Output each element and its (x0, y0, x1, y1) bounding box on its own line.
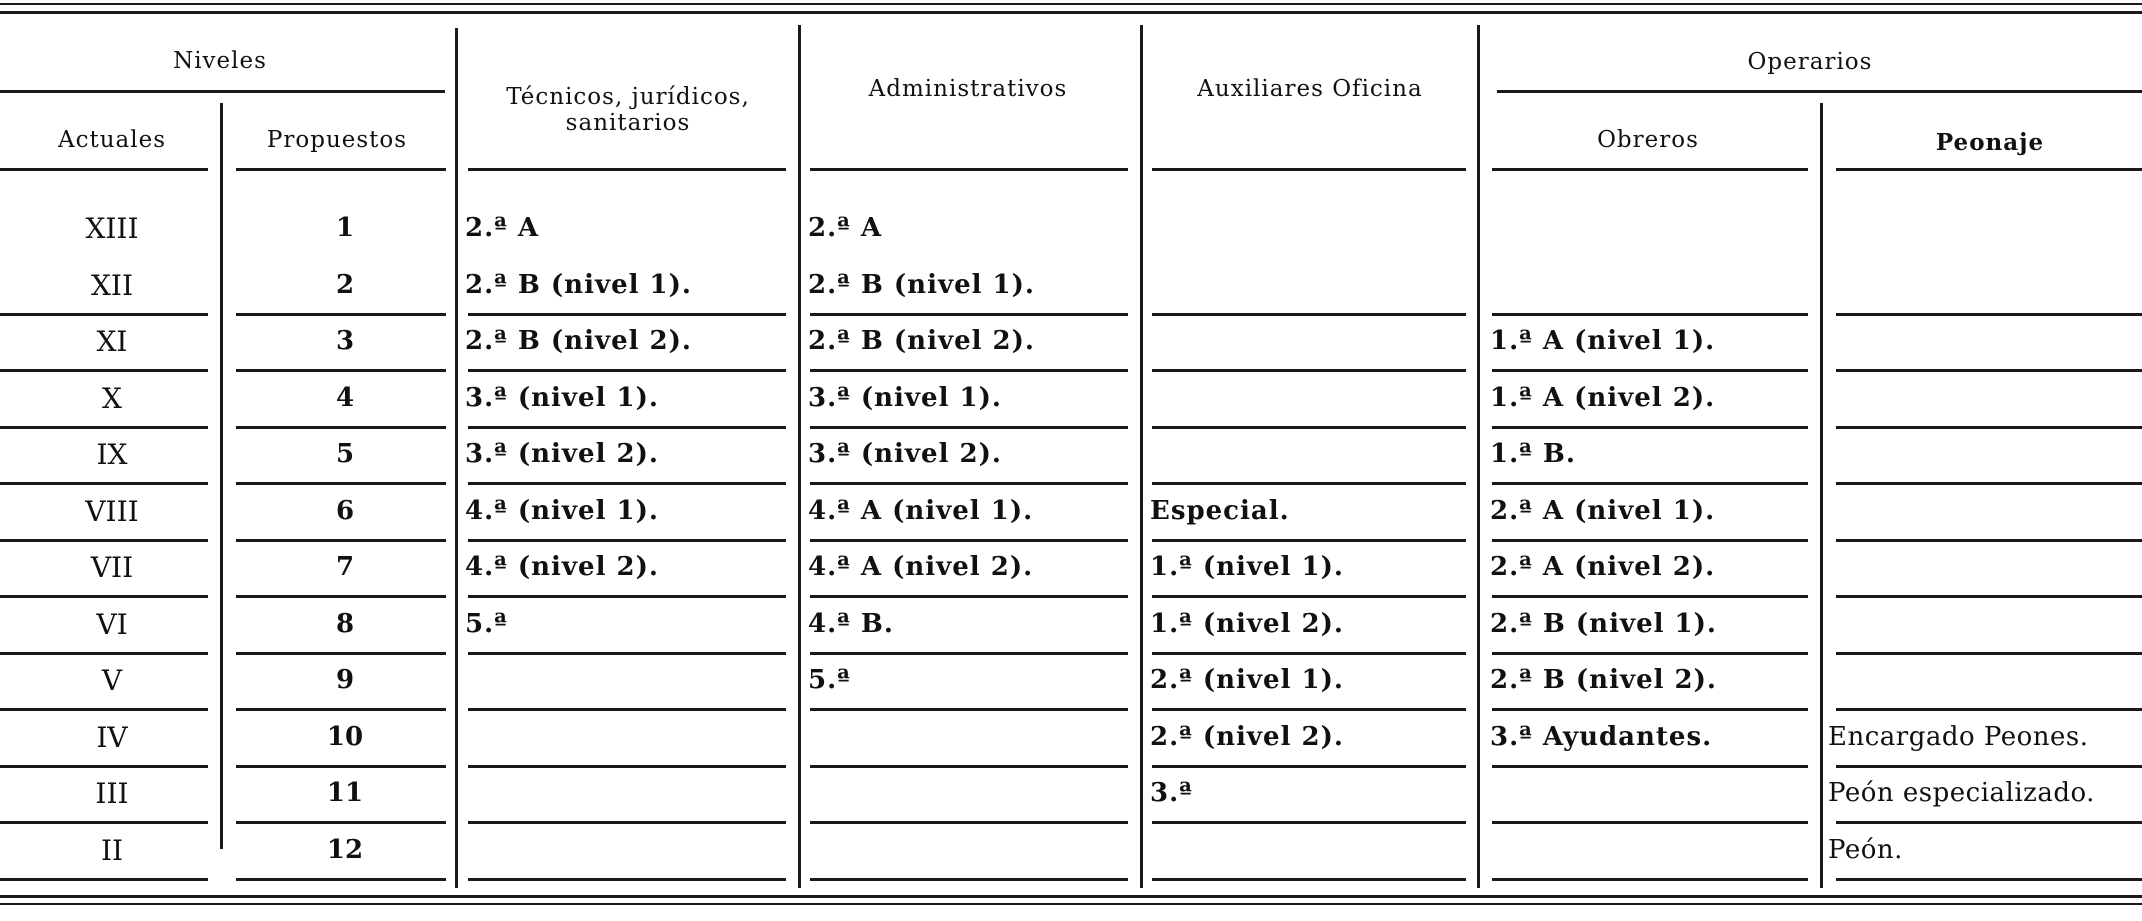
cell-tecnicos: 4.ª (nivel 1). (465, 495, 659, 526)
header-operarios: Operarios (1747, 49, 1873, 75)
row-separator-obreros (1492, 539, 1808, 542)
divider-tecnicos-administrativos (798, 25, 801, 888)
row-separator-propuesto (236, 482, 446, 485)
cell-propuesto: 1 (335, 213, 355, 243)
header-administrativos: Administrativos (868, 76, 1068, 102)
cell-tecnicos: 3.ª (nivel 1). (465, 382, 659, 413)
row-separator-peonaje (1836, 878, 2142, 881)
cell-propuesto: 4 (335, 382, 355, 413)
cell-obreros: 2.ª A (nivel 2). (1490, 552, 1716, 582)
divider-obreros-peonaje (1820, 103, 1823, 888)
header-bottom-line-administrativos (810, 168, 1128, 171)
cell-auxiliares: 1.ª (nivel 1). (1150, 552, 1344, 582)
cell-tecnicos: 2.ª B (nivel 2). (465, 326, 692, 356)
row-separator-propuesto (236, 426, 446, 429)
cell-actual: IX (96, 438, 128, 471)
cell-actual: III (95, 777, 129, 810)
row-separator-administrativos (810, 652, 1128, 655)
top-rule-1 (0, 3, 2142, 5)
top-rule-2 (0, 11, 2142, 14)
cell-actual: VI (96, 607, 128, 641)
header-bottom-line-obreros (1492, 168, 1808, 171)
row-separator-propuesto (236, 765, 446, 768)
row-separator-actual (0, 652, 208, 655)
cell-obreros: 3.ª Ayudantes. (1490, 721, 1713, 752)
cell-actual: XII (90, 268, 134, 302)
row-separator-obreros (1492, 652, 1808, 655)
row-separator-actual (0, 369, 208, 372)
cell-auxiliares: 3.ª (1150, 778, 1193, 808)
cell-obreros: 2.ª B (nivel 1). (1490, 608, 1717, 639)
cell-auxiliares: Especial. (1150, 495, 1290, 526)
row-separator-peonaje (1836, 482, 2142, 485)
row-separator-propuesto (236, 595, 446, 598)
cell-administrativos: 5.ª (808, 665, 851, 695)
cell-propuesto: 12 (326, 834, 364, 865)
cell-auxiliares: 2.ª (nivel 2). (1150, 721, 1344, 752)
cell-peonaje: Encargado Peones. (1828, 721, 2089, 752)
row-separator-tecnicos (468, 426, 786, 429)
row-separator-actual (0, 313, 208, 316)
divider-administrativos-auxiliares (1140, 25, 1143, 888)
row-separator-tecnicos (468, 765, 786, 768)
header-bottom-line-propuesto (236, 168, 446, 171)
row-separator-administrativos (810, 595, 1128, 598)
row-separator-peonaje (1836, 313, 2142, 316)
cell-actual: IV (96, 720, 128, 754)
row-separator-administrativos (810, 482, 1128, 485)
row-separator-auxiliares (1152, 539, 1466, 542)
row-separator-tecnicos (468, 878, 786, 881)
row-separator-actual (0, 765, 208, 768)
cell-actual: XI (96, 325, 128, 358)
row-separator-auxiliares (1152, 878, 1466, 881)
row-separator-obreros (1492, 708, 1808, 711)
header-propuestos: Propuestos (266, 127, 408, 153)
row-separator-propuesto (236, 878, 446, 881)
header-bottom-line-peonaje (1836, 168, 2142, 171)
row-separator-auxiliares (1152, 595, 1466, 598)
divider-auxiliares-operarios (1477, 25, 1480, 888)
cell-propuesto: 7 (335, 552, 355, 582)
cell-auxiliares: 1.ª (nivel 2). (1150, 608, 1344, 639)
row-separator-auxiliares (1152, 821, 1466, 824)
niveles-underline (0, 90, 445, 93)
row-separator-obreros (1492, 369, 1808, 372)
row-separator-peonaje (1836, 369, 2142, 372)
cell-tecnicos: 2.ª A (465, 213, 540, 243)
row-separator-obreros (1492, 765, 1808, 768)
row-separator-peonaje (1836, 765, 2142, 768)
cell-actual: X (102, 381, 122, 415)
header-auxiliares: Auxiliares Oficina (1197, 76, 1423, 102)
row-separator-auxiliares (1152, 369, 1466, 372)
cell-propuesto: 8 (335, 608, 355, 639)
cell-obreros: 1.ª A (nivel 1). (1490, 326, 1716, 356)
cell-actual: II (100, 833, 124, 867)
row-separator-actual (0, 708, 208, 711)
row-separator-tecnicos (468, 482, 786, 485)
row-separator-peonaje (1836, 708, 2142, 711)
header-bottom-line-actual (0, 168, 208, 171)
cell-tecnicos: 2.ª B (nivel 1). (465, 269, 692, 300)
row-separator-tecnicos (468, 369, 786, 372)
cell-peonaje: Peón. (1828, 834, 1903, 865)
row-separator-administrativos (810, 369, 1128, 372)
row-separator-propuesto (236, 652, 446, 655)
operarios-underline (1497, 90, 2142, 93)
row-separator-propuesto (236, 821, 446, 824)
row-separator-auxiliares (1152, 652, 1466, 655)
row-separator-obreros (1492, 426, 1808, 429)
row-separator-peonaje (1836, 595, 2142, 598)
row-separator-propuesto (236, 708, 446, 711)
cell-administrativos: 2.ª B (nivel 1). (808, 269, 1035, 300)
header-obreros: Obreros (1597, 127, 1699, 153)
header-peonaje: Peonaje (1935, 129, 2045, 156)
row-separator-administrativos (810, 878, 1128, 881)
row-separator-obreros (1492, 821, 1808, 824)
divider-actuales-propuestos (220, 103, 223, 849)
row-separator-administrativos (810, 708, 1128, 711)
cell-obreros: 2.ª B (nivel 2). (1490, 665, 1717, 695)
cell-auxiliares: 2.ª (nivel 1). (1150, 665, 1344, 695)
row-separator-administrativos (810, 313, 1128, 316)
cell-propuesto: 5 (335, 439, 355, 469)
row-separator-peonaje (1836, 821, 2142, 824)
row-separator-peonaje (1836, 652, 2142, 655)
row-separator-peonaje (1836, 426, 2142, 429)
cell-actual: V (101, 664, 123, 697)
cell-administrativos: 3.ª (nivel 2). (808, 439, 1002, 469)
cell-tecnicos: 4.ª (nivel 2). (465, 552, 659, 582)
row-separator-administrativos (810, 426, 1128, 429)
row-separator-actual (0, 821, 208, 824)
cell-tecnicos: 3.ª (nivel 2). (465, 439, 659, 469)
cell-administrativos: 2.ª A (808, 213, 883, 243)
bottom-rule-2 (0, 903, 2142, 905)
cell-administrativos: 3.ª (nivel 1). (808, 382, 1002, 413)
header-bottom-line-auxiliares (1152, 168, 1466, 171)
header-niveles: Niveles (173, 48, 267, 74)
cell-actual: VII (90, 551, 134, 584)
cell-administrativos: 4.ª B. (808, 608, 894, 639)
row-separator-propuesto (236, 369, 446, 372)
row-separator-actual (0, 878, 208, 881)
cell-propuesto: 11 (326, 778, 364, 808)
cell-obreros: 1.ª B. (1490, 439, 1576, 469)
row-separator-obreros (1492, 595, 1808, 598)
header-actuales: Actuales (57, 127, 167, 153)
row-separator-auxiliares (1152, 765, 1466, 768)
row-separator-tecnicos (468, 595, 786, 598)
cell-obreros: 2.ª A (nivel 1). (1490, 495, 1716, 526)
row-separator-actual (0, 482, 208, 485)
row-separator-propuesto (236, 313, 446, 316)
row-separator-tecnicos (468, 708, 786, 711)
row-separator-tecnicos (468, 821, 786, 824)
row-separator-administrativos (810, 821, 1128, 824)
cell-propuesto: 3 (335, 326, 355, 356)
row-separator-actual (0, 595, 208, 598)
row-separator-auxiliares (1152, 426, 1466, 429)
cell-administrativos: 4.ª A (nivel 1). (808, 495, 1034, 526)
row-separator-obreros (1492, 482, 1808, 485)
cell-propuesto: 6 (335, 495, 355, 526)
cell-actual: VIII (85, 494, 139, 528)
cell-administrativos: 4.ª A (nivel 2). (808, 552, 1034, 582)
cell-obreros: 1.ª A (nivel 2). (1490, 382, 1716, 413)
row-separator-auxiliares (1152, 708, 1466, 711)
row-separator-peonaje (1836, 539, 2142, 542)
bottom-rule-1 (0, 895, 2142, 898)
row-separator-obreros (1492, 878, 1808, 881)
row-separator-auxiliares (1152, 313, 1466, 316)
row-separator-administrativos (810, 539, 1128, 542)
row-separator-auxiliares (1152, 482, 1466, 485)
cell-administrativos: 2.ª B (nivel 2). (808, 326, 1035, 356)
row-separator-tecnicos (468, 539, 786, 542)
cell-propuesto: 10 (326, 721, 364, 752)
header-bottom-line-tecnicos (468, 168, 786, 171)
row-separator-obreros (1492, 313, 1808, 316)
row-separator-administrativos (810, 765, 1128, 768)
cell-propuesto: 2 (335, 269, 355, 300)
divider-niveles-tecnicos (455, 28, 458, 888)
cell-tecnicos: 5.ª (465, 608, 508, 639)
header-tecnicos: Técnicos, jurídicos, sanitarios (506, 84, 750, 136)
cell-propuesto: 9 (335, 665, 355, 695)
row-separator-actual (0, 539, 208, 542)
row-separator-actual (0, 426, 208, 429)
row-separator-tecnicos (468, 652, 786, 655)
row-separator-tecnicos (468, 313, 786, 316)
row-separator-propuesto (236, 539, 446, 542)
cell-actual: XIII (85, 212, 139, 245)
cell-peonaje: Peón especializado. (1828, 778, 2095, 808)
